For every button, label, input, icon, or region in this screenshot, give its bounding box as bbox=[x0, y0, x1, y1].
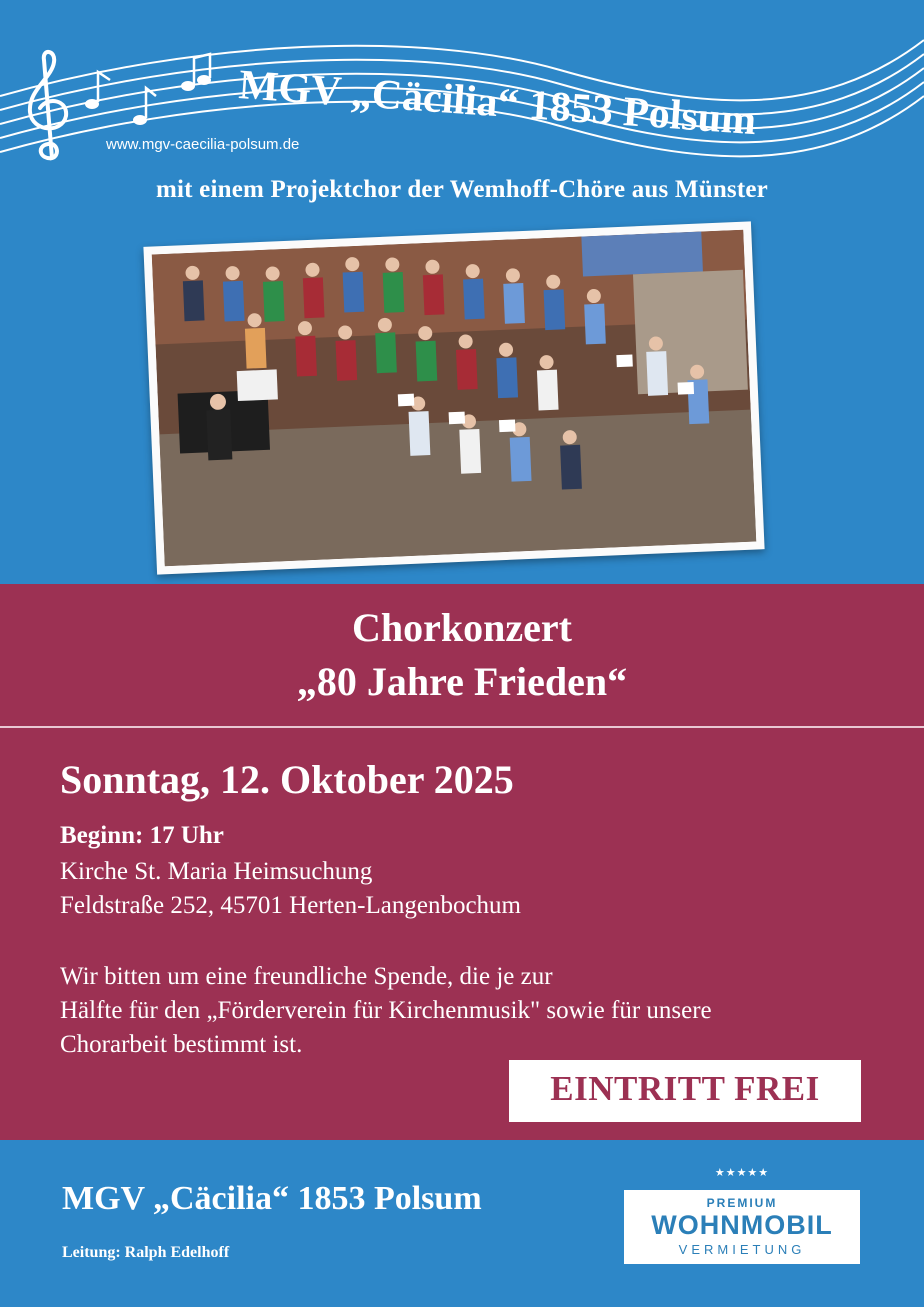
header-section bbox=[0, 0, 924, 584]
location-church: Kirche St. Maria Heimsuchung bbox=[60, 858, 373, 885]
brand-title bbox=[0, 0, 924, 180]
choir-leader: Leitung: Ralph Edelhoff bbox=[62, 1244, 230, 1261]
donation-line1: Wir bitten um eine freundliche Spende, die je zur bbox=[60, 963, 553, 990]
footer-name: MGV „Cäcilia“ 1853 Polsum bbox=[62, 1180, 482, 1217]
concert-date: Sonntag, 12. Oktober 2025 bbox=[60, 757, 514, 802]
subtitle: mit einem Projektchor der Wemhoff-Chöre aus Münster bbox=[156, 176, 768, 203]
concert-title-line1: Chorkonzert bbox=[352, 605, 572, 650]
donation-note bbox=[60, 960, 880, 1062]
sponsor-line3: VERMIETUNG bbox=[678, 1242, 806, 1257]
donation-line3: Chorarbeit bestimmt ist. bbox=[60, 1031, 303, 1058]
sponsor-line1: PREMIUM bbox=[706, 1196, 778, 1210]
donation-line2: Hälfte für den „Förderverein für Kirchenmusik" sowie für unsere bbox=[60, 997, 712, 1024]
choir-photo bbox=[143, 221, 764, 574]
free-entry-badge bbox=[509, 1060, 861, 1122]
location-address: Feldstraße 252, 45701 Herten-Langenbochum bbox=[60, 892, 521, 919]
section-divider bbox=[0, 726, 924, 728]
star-rating-icon: ★★★★★ bbox=[714, 1167, 770, 1179]
brand-name-text: MGV „Cäcilia“ 1853 Polsum bbox=[237, 62, 758, 145]
footer-section bbox=[0, 1140, 924, 1307]
choir-photo-icon bbox=[152, 230, 757, 567]
website-url[interactable]: www.mgv-caecilia-polsum.de bbox=[106, 136, 300, 153]
begin-time: Beginn: 17 Uhr bbox=[60, 822, 224, 849]
sponsor-logo[interactable] bbox=[624, 1190, 860, 1264]
concert-title-line2: „80 Jahre Frieden“ bbox=[296, 659, 628, 704]
sponsor-line2: WOHNMOBIL bbox=[651, 1210, 833, 1240]
free-entry-text: EINTRITT FREI bbox=[550, 1069, 820, 1108]
